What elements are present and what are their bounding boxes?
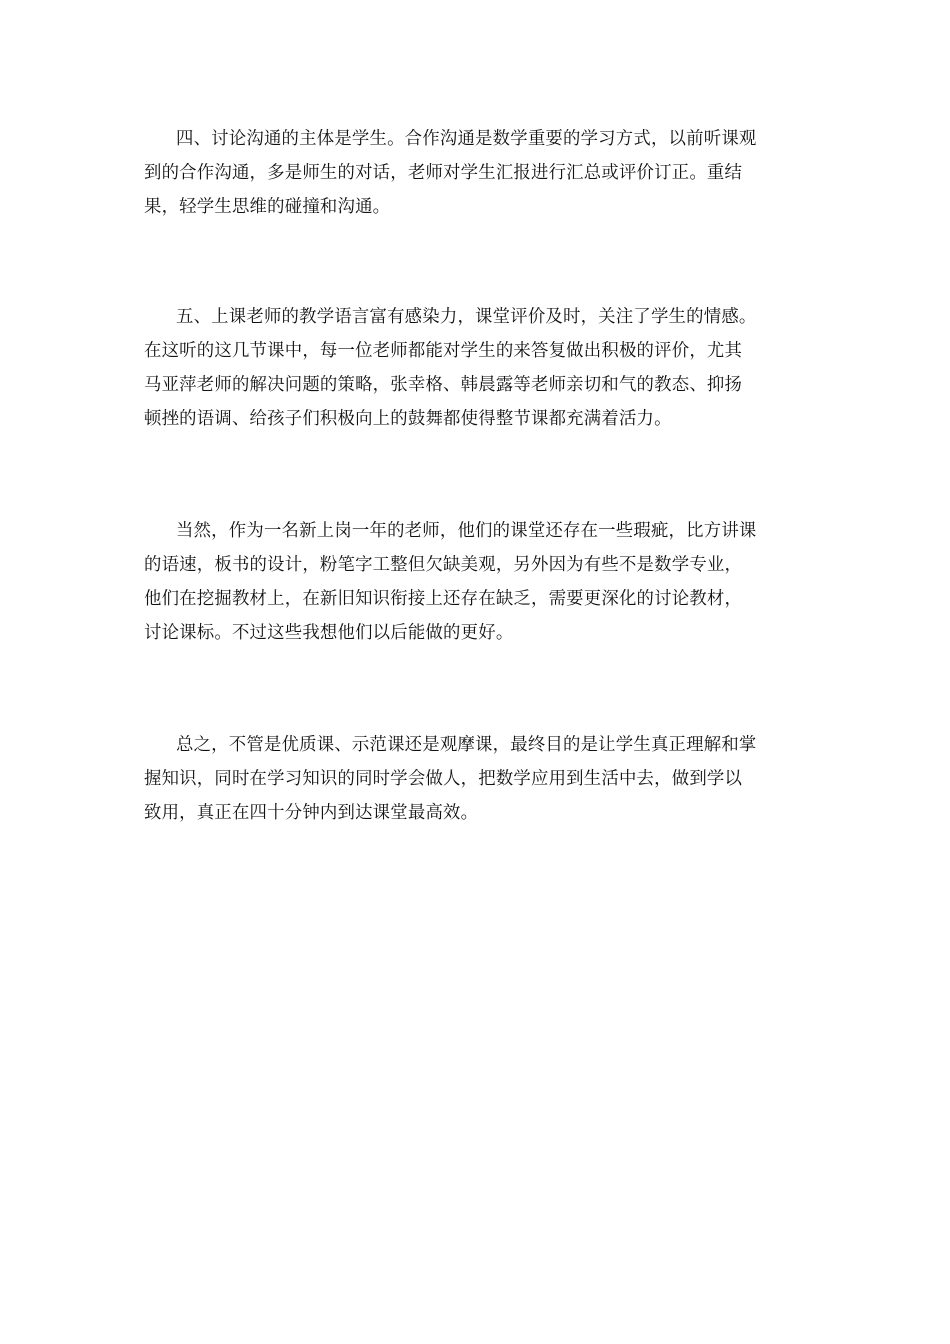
paragraph-line: 当然，作为一名新上岗一年的老师，他们的课堂还存在一些瑕疵，比方讲课 <box>176 521 757 541</box>
paragraph-discussion-subject <box>144 122 808 224</box>
paragraph-line: 他们在挖掘教材上，在新旧知识衔接上还存在缺乏，需要更深化的讨论教材， <box>144 589 743 609</box>
paragraph-line: 的语速，板书的设计，粉笔字工整但欠缺美观，另外因为有些不是数学专业， <box>144 555 743 575</box>
paragraph-line: 到的合作沟通，多是师生的对话，老师对学生汇报进行汇总或评价订正。重结 <box>144 163 743 183</box>
paragraph-line: 四、讨论沟通的主体是学生。合作沟通是数学重要的学习方式，以前听课观 <box>176 129 757 149</box>
paragraph-line: 致用，真正在四十分钟内到达课堂最高效。 <box>144 803 479 823</box>
paragraph-line: 握知识，同时在学习知识的同时学会做人，把数学应用到生活中去，做到学以 <box>144 769 743 789</box>
paragraph-line: 总之，不管是优质课、示范课还是观摩课，最终目的是让学生真正理解和掌 <box>176 735 757 755</box>
paragraph-line: 在这听的这几节课中，每一位老师都能对学生的来答复做出积极的评价，尤其 <box>144 341 743 361</box>
paragraph-line: 讨论课标。不过这些我想他们以后能做的更好。 <box>144 623 514 643</box>
paragraph-line: 果，轻学生思维的碰撞和沟通。 <box>144 197 391 217</box>
paragraph-teaching-language <box>144 300 808 436</box>
paragraph-line: 马亚萍老师的解决问题的策略，张幸格、韩晨露等老师亲切和气的教态、抑扬 <box>144 375 743 395</box>
paragraph-conclusion <box>144 728 808 830</box>
paragraph-line: 顿挫的语调、给孩子们积极向上的鼓舞都使得整节课都充满着活力。 <box>144 409 672 429</box>
paragraph-line: 五、上课老师的教学语言富有感染力，课堂评价及时，关注了学生的情感。 <box>176 307 757 327</box>
paragraph-shortcomings <box>144 514 808 650</box>
